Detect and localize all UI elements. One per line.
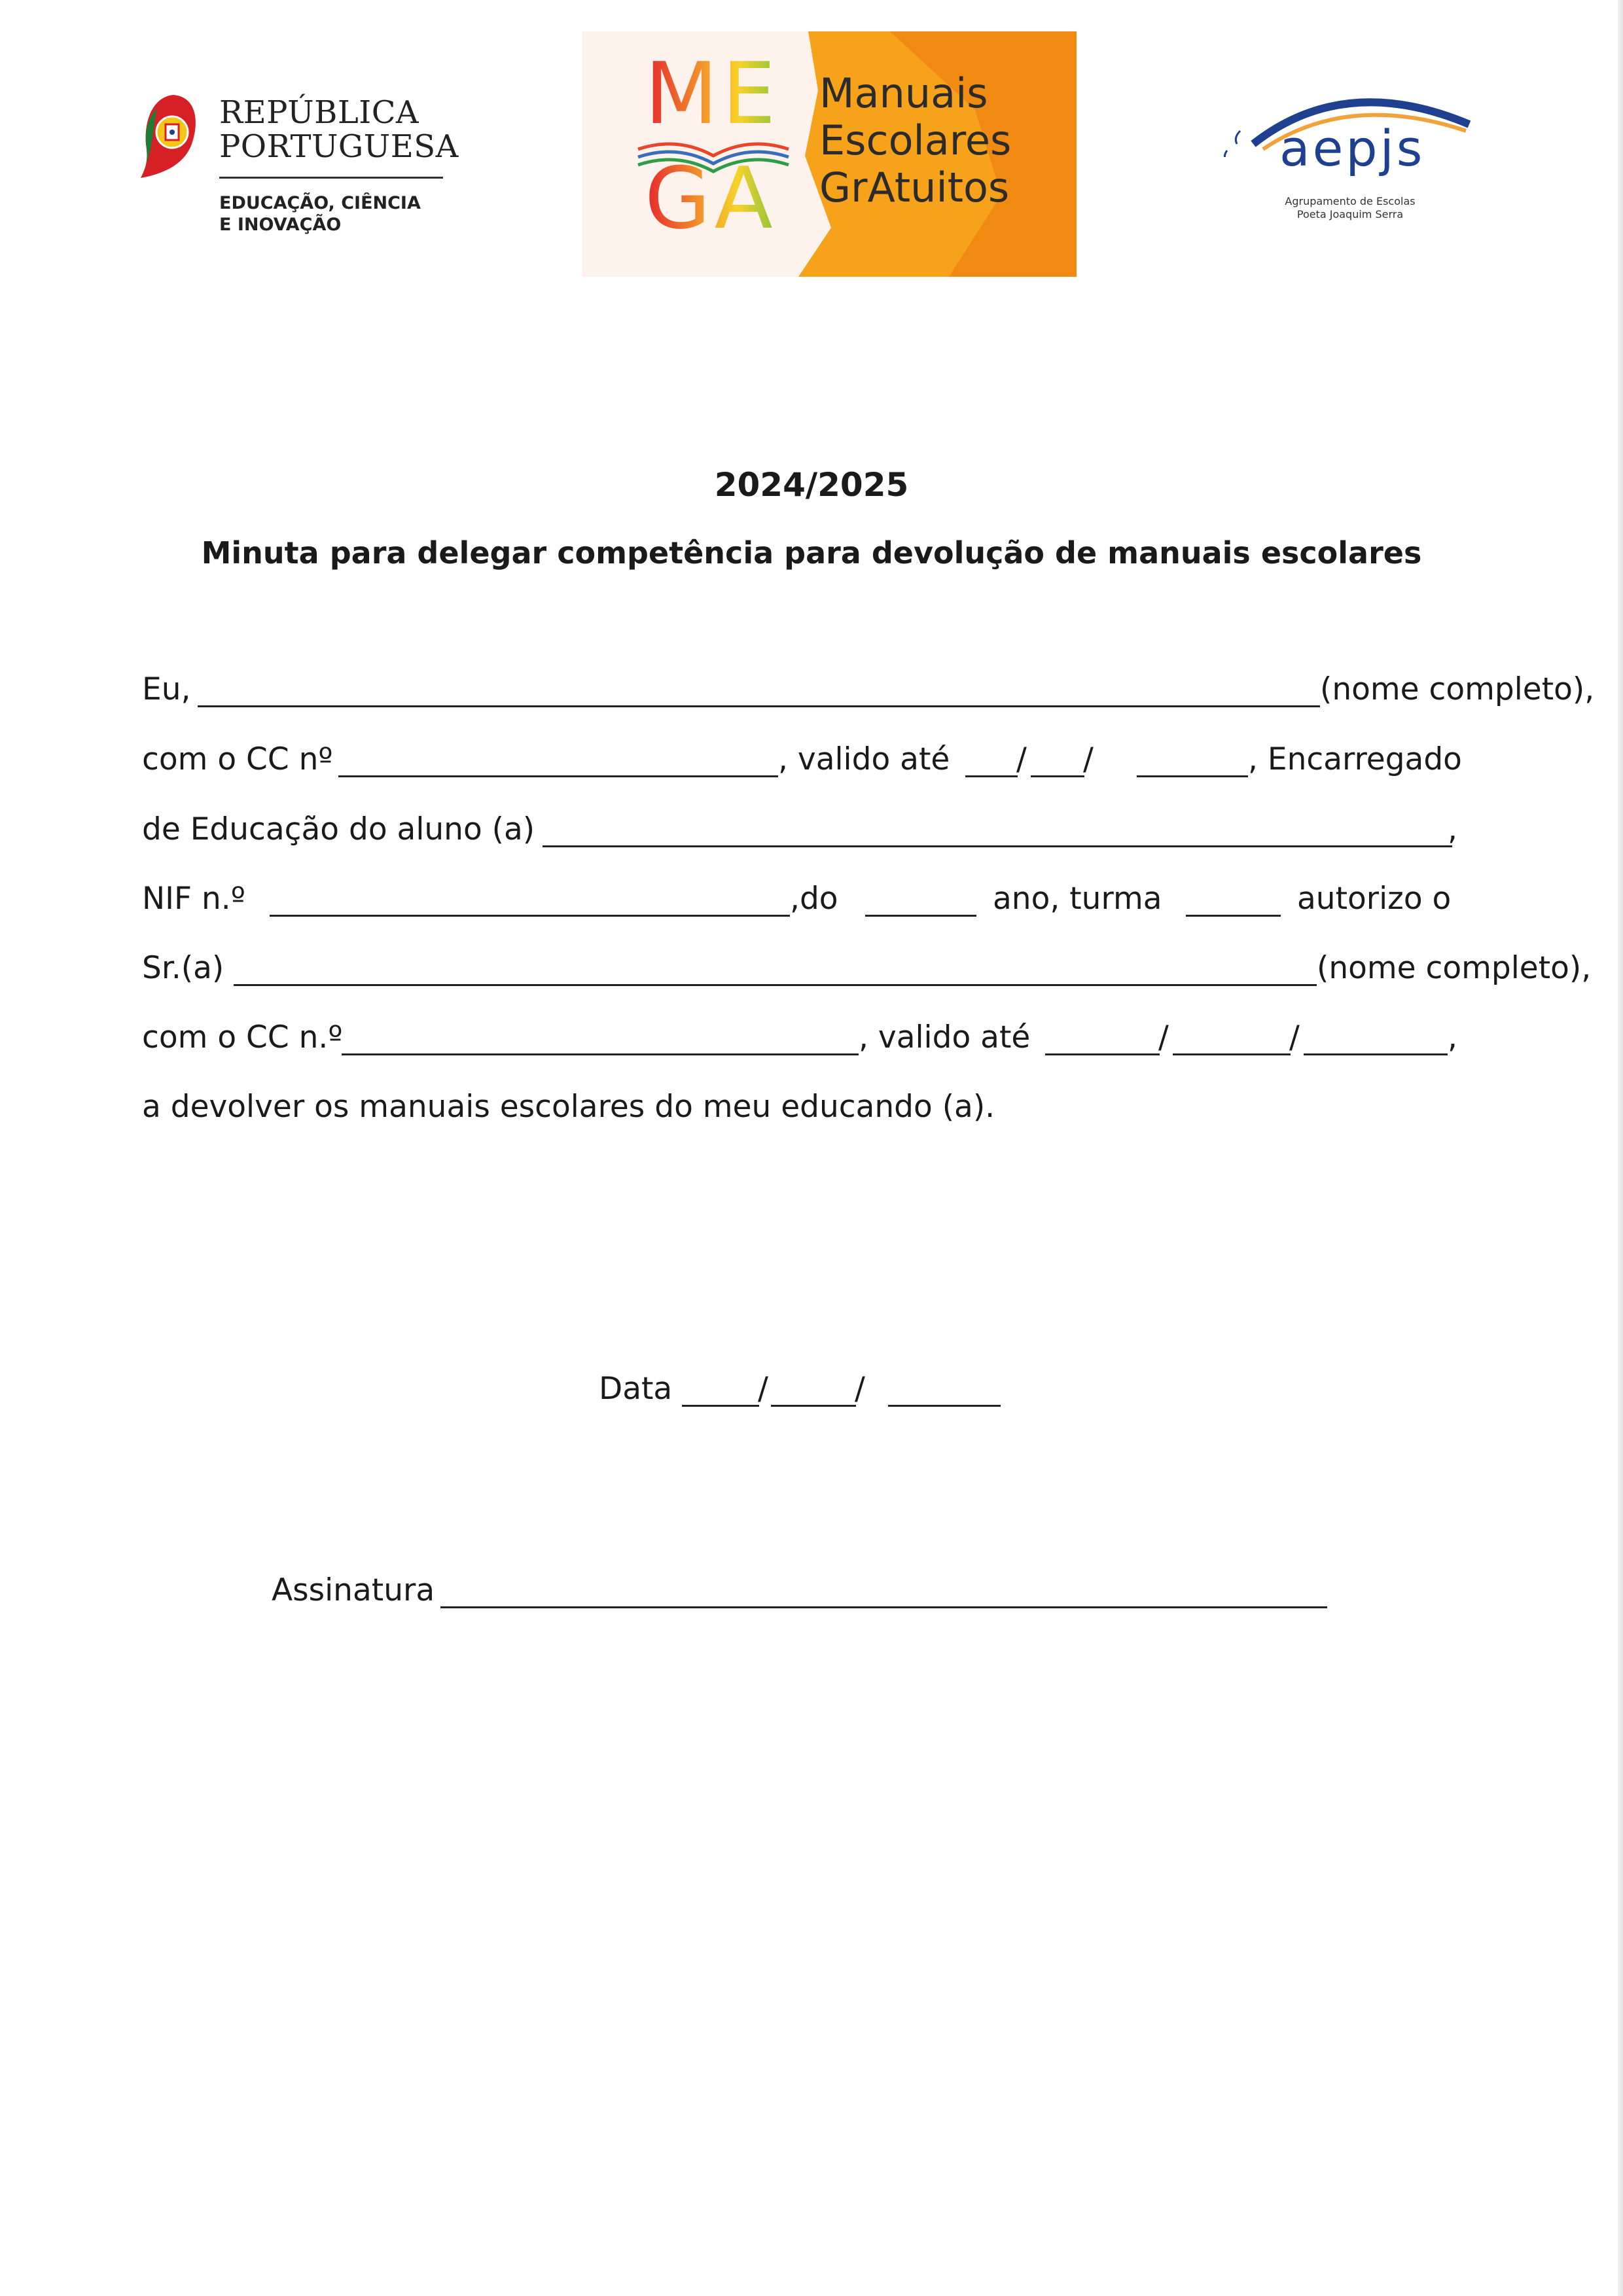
cc-valid-month-field[interactable] (1031, 775, 1084, 777)
cc-label: com o CC nº (142, 741, 333, 777)
comma: , (1448, 1019, 1457, 1055)
rp-ministry-line1: EDUCAÇÃO, CIÊNCIA (219, 193, 421, 213)
aepjs-logo (1214, 79, 1476, 236)
date-slash: / (1083, 741, 1094, 777)
student-name-field[interactable] (543, 845, 1452, 847)
delegate-label: Sr.(a) (142, 950, 224, 986)
guardian-label: , Encarregado (1248, 741, 1462, 777)
mega-letters-top: ME (645, 44, 780, 143)
nif-field[interactable] (270, 915, 790, 917)
rp-ministry-line2: E INOVAÇÃO (219, 215, 342, 235)
cc-valid-day-field[interactable] (965, 775, 1018, 777)
delegate-cc-valid-month-field[interactable] (1173, 1053, 1291, 1055)
full-name-hint: (nome completo), (1320, 671, 1595, 707)
form-line-student (142, 806, 1459, 853)
full-name-field[interactable] (198, 705, 1320, 707)
mega-logo (582, 31, 1077, 277)
cc-valid-year-field[interactable] (1137, 775, 1248, 777)
cc-number-field[interactable] (338, 775, 778, 777)
form-line-return (142, 1084, 1459, 1131)
aepjs-subtitle2: Poeta Joaquim Serra (1296, 208, 1404, 221)
document-title: Minuta para delegar competência para devolução de manuais escolares (201, 535, 1422, 571)
delegate-cc-valid-year-field[interactable] (1304, 1053, 1448, 1055)
aepjs-subtitle1: Agrupamento de Escolas (1285, 195, 1416, 207)
delegate-name-hint: (nome completo), (1317, 950, 1592, 986)
date-label: Data (599, 1371, 673, 1407)
signature-row (272, 1567, 1345, 1614)
form-line-delegate-cc (142, 1014, 1459, 1061)
form-line-nif (142, 875, 1459, 923)
delegate-cc-valid-day-field[interactable] (1045, 1053, 1160, 1055)
date-slash: / (1158, 1019, 1169, 1055)
mega-text-line2: Escolares (819, 116, 1012, 164)
form-line-delegate (142, 945, 1592, 992)
date-row (599, 1366, 1122, 1413)
mega-text-line3: GrAtuitos (819, 164, 1010, 211)
form-line-cc (142, 736, 1462, 783)
grade-label: ,do (790, 881, 838, 917)
rp-line1: REPÚBLICA (219, 94, 419, 131)
delegate-valid-until-label: , valido até (859, 1019, 1031, 1055)
delegate-cc-label: com o CC n.º (142, 1019, 343, 1055)
rp-divider (219, 177, 443, 179)
valid-until-label: , valido até (778, 741, 950, 777)
rp-line2: PORTUGUESA (219, 128, 459, 165)
form-line-name (142, 666, 1595, 713)
mega-text-line1: Manuais (819, 69, 988, 117)
signature-field[interactable] (440, 1606, 1327, 1608)
date-slash: / (1016, 741, 1027, 777)
date-year-field[interactable] (888, 1405, 1001, 1407)
school-year: 2024/2025 (714, 466, 909, 504)
grade-field[interactable] (865, 915, 976, 917)
class-label: ano, turma (993, 881, 1162, 917)
republica-portuguesa-logo (134, 85, 461, 255)
date-slash: / (758, 1371, 768, 1407)
mega-letters-bottom: GA (645, 149, 777, 248)
student-label: de Educação do aluno (a) (142, 811, 535, 847)
comma: , (1448, 811, 1457, 847)
eu-label: Eu, (142, 671, 191, 707)
delegate-name-field[interactable] (234, 984, 1317, 986)
return-statement: a devolver os manuais escolares do meu educando (a). (142, 1089, 995, 1125)
page-edge (1618, 0, 1623, 2296)
portugal-emblem-icon (134, 92, 203, 180)
date-month-field[interactable] (771, 1405, 856, 1407)
date-slash: / (855, 1371, 865, 1407)
signature-label: Assinatura (272, 1572, 435, 1608)
nif-label: NIF n.º (142, 881, 245, 917)
date-day-field[interactable] (682, 1405, 759, 1407)
date-slash: / (1289, 1019, 1300, 1055)
authorize-label: autorizo o (1297, 881, 1452, 917)
class-field[interactable] (1186, 915, 1281, 917)
aepjs-wordmark: aepjs (1279, 119, 1425, 177)
delegate-cc-number-field[interactable] (342, 1053, 859, 1055)
